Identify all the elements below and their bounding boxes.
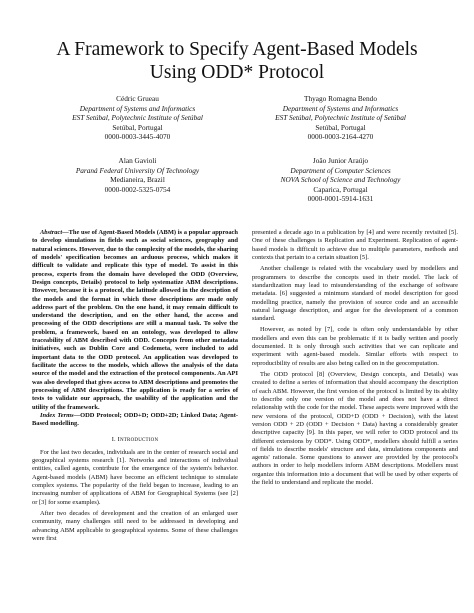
abstract-label: Abstract: [40, 229, 63, 236]
author-location: Setúbal, Portugal: [315, 122, 366, 132]
author-name: Alan Gavioli: [118, 156, 157, 165]
index-terms: [32, 412, 238, 429]
author-institution: EST Setúbal, Polytechnic Institute of Setúbal: [72, 113, 203, 123]
author-name: Cédric Grueau: [116, 94, 159, 103]
author-block-3: [35, 156, 240, 194]
author-orcid: 0000-0003-2164-4270: [307, 132, 374, 142]
right-paragraph-1: presented a decade ago in a publication by [4] and were recently revisited [5]. One of these challenges is Replication and Experiment. Replication of agent-based models is difficult to achieve due to multiple parameters, methods and contexts that pertain to a certain situation [5].: [252, 229, 458, 261]
author-location: Caparica, Portugal: [313, 184, 368, 194]
author-location: Setúbal, Portugal: [112, 122, 163, 132]
index-terms-label: Index Terms: [40, 411, 74, 419]
right-column: [252, 229, 458, 487]
author-name: João Junior Araújo: [312, 156, 369, 165]
author-department: Department of Computer Sciences: [290, 165, 391, 175]
title-line-2: Using ODD* Protocol: [149, 62, 325, 83]
author-orcid: 0000-0002-5325-0754: [104, 184, 171, 194]
author-institution: NOVA School of Science and Technology: [280, 175, 401, 185]
abstract-text: —The use of Agent-Based Models (ABM) is a popular approach to develop simulations in fields such as social sciences, geography and natural sciences. However, due to the complexity of the models, the sharing of models' specification becomes an arduous process, which makes it difficult to validate and replicate this type of model. To assist in this process, experts from the domain have developed the ODD (Overview, Design concepts, Details) protocol to help systematize ABM descriptions. However, because it is a protocol, the latitude allowed in the description of the models and the format in which these descriptions are made only address part of the problem. On the one hand, it may remain difficult to understand the description, and on the other hand, the access and processing of the ODD descriptions are still a manual task. To solve the problem, a framework, based on an ontology, was developed to allow traceability of ABM described with ODD. Concepts from other metadata initiatives, such as Dublin Core and Codemeta, were included to add important data to the ODD protocol. An application was developed to facilitate the access to the models, which allows the analysis of the data source of the model and the extraction of the protocol components. An API was also developed that gives access to ABM descriptions and promotes the processing of ABM descriptions. The application is ready for a series of tests to validate our approach, the usability of the application and the utility of the framework.: [32, 229, 238, 411]
author-orcid: 0000-0003-3445-4070: [104, 132, 171, 142]
intro-paragraph-1: For the last two decades, individuals are in the center of research social and geographical systems research [1]. Networks and interactions of individual entities, called agents, contribute for the emergence of the system's behavior. Agent-based models (ABM) have become an efficient technique to simulate complex systems. The popularity of the field began to increase, leading to an increasing number of applications of ABM for Geographical Systems (see [2] or [3] for some examples).: [32, 448, 238, 506]
author-institution: EST Setúbal, Polytechnic Institute of Setúbal: [275, 113, 406, 123]
abstract: [32, 229, 238, 412]
paper-title: [0, 38, 474, 84]
author-location: Medianeira, Brazil: [110, 175, 165, 185]
intro-paragraph-2: After two decades of development and the creation of an enlarged user community, many challenges still need to be addressed in developing and advancing ABM applicable to geographical systems. Some of these challenges were first: [32, 510, 238, 542]
right-paragraph-2: Another challenge is related with the vocabulary used by modellers and programmers to describe the concepts used in their model. The lack of standardization may lead to misunderstanding of the exchange of software metadata. [6] suggested a minimum standard of model description for good modelling practice, namely the provision of source code and an accessible natural language description, and argue for the development of a common standard.: [252, 265, 458, 323]
author-block-1: [35, 94, 240, 142]
right-paragraph-3: However, as noted by [7], code is often only understandable by other modellers and even this can be problematic if it is badly written and poorly documented. It is only through such activities that we can replicate and experiment with agent-based models. Similar efforts with respect to reproducibility of results are also being called on in the geocomputation.: [252, 326, 458, 367]
author-department: Paraná Federal University Of Technology: [75, 165, 200, 175]
left-column: [32, 229, 238, 543]
author-department: Department of Systems and Informatics: [79, 103, 196, 113]
title-line-1: A Framework to Specify Agent-Based Models: [56, 39, 418, 60]
author-block-4: [238, 156, 443, 204]
author-block-2: [238, 94, 443, 142]
right-paragraph-4: The ODD protocol [8] (Overview, Design concepts, and Details) was created to define a series of information that should accompany the description of each ABM. However, the first version of the protocol is limited by its ability to describe only one version of the model and does not have a direct relationship with the code for the model. These aspects were improved with the new versions of the protocol, ODD+D (ODD + Decision), with the latest version ODD + 2D (ODD + Decision + Data) having a considerably greater descriptive capacity [9]. In this paper, we will refer to ODD protocol and its different extensions by ODD*. Using ODD*, modellers should fulfill a series of fields to describe models' structure and data, simulations components and agents' rationale. Some questions to answer are provided by the protocol's authors in order to help modellers inform ABM descriptions. Modellers must organize this information into a document that will be used by other experts of the field to understand and replicate the model.: [252, 371, 458, 487]
author-name: Thyago Romagna Bendo: [304, 94, 377, 103]
index-terms-text: —ODD Protocol; ODD+D; ODD+2D; Linked Data; Agent-Based modelling.: [32, 411, 238, 428]
author-orcid: 0000-0001-5914-1631: [307, 194, 374, 204]
author-department: Department of Systems and Informatics: [282, 103, 399, 113]
section-heading-introduction: I. Introduction: [111, 435, 159, 443]
